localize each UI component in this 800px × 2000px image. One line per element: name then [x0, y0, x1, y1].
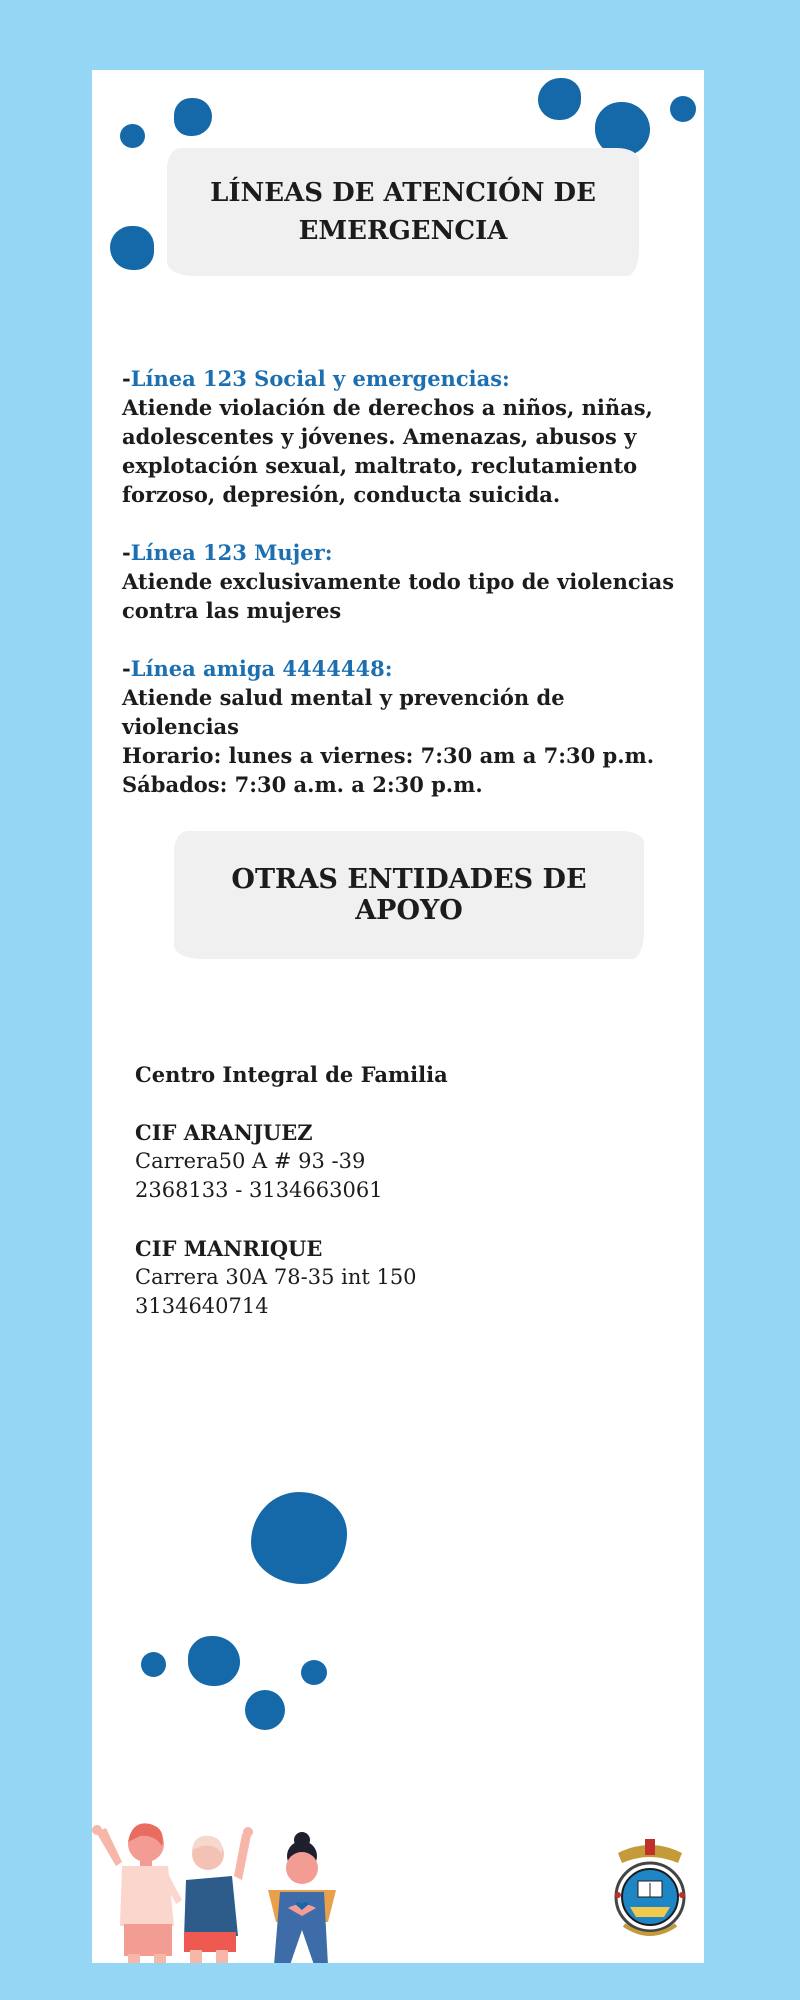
- entity-name: CIF ARANJUEZ: [135, 1120, 313, 1145]
- decorative-dot: [188, 1636, 240, 1686]
- woman-left-figure: [92, 1823, 182, 1963]
- entity-phone: 3134640714: [135, 1294, 269, 1318]
- line-description: Atiende salud mental y prevención de violencias: [122, 685, 565, 739]
- entity-name: CIF MANRIQUE: [135, 1236, 323, 1261]
- decorative-dot: [670, 96, 696, 122]
- schedule-weekdays: Horario: lunes a viernes: 7:30 am a 7:30 p.m.: [122, 743, 655, 768]
- decorative-dot: [245, 1690, 285, 1730]
- schedule-saturday: Sábados: 7:30 a.m. a 2:30 p.m.: [122, 772, 483, 797]
- support-intro: Centro Integral de Familia: [135, 1062, 448, 1087]
- list-item: -Línea 123 Mujer: Atiende exclusivamente todo tipo de violencias contra las mujeres: [122, 538, 682, 625]
- entity-block: [135, 1234, 655, 1321]
- flyer-card: [92, 70, 704, 1963]
- list-item: -Línea 123 Social y emergencias: Atiende violación de derechos a niños, niñas, adolescentes y jóvenes. Amenazas, abusos y explotación sexual, maltrato, reclutamiento forzoso, depresión, conducta suicida.: [122, 364, 682, 509]
- decorative-dot: [110, 226, 154, 270]
- institution-crest-icon: [610, 1835, 690, 1945]
- support-entities: [135, 1060, 655, 1321]
- line-title: Línea 123 Social y emergencias:: [130, 366, 510, 391]
- line-title: Línea amiga 4444448:: [130, 656, 393, 681]
- woman-right-figure: [268, 1832, 336, 1963]
- entity-address: Carrera50 A # 93 -39: [135, 1149, 366, 1173]
- section-title: OTRAS ENTIDADES DE APOYO: [174, 831, 644, 959]
- entity-address: Carrera 30A 78-35 int 150: [135, 1265, 417, 1289]
- decorative-dot: [174, 98, 212, 136]
- emergency-lines-list: [122, 364, 682, 828]
- decorative-dot: [120, 124, 145, 148]
- decorative-dot: [301, 1660, 327, 1685]
- line-description: Atiende violación de derechos a niños, niñas, adolescentes y jóvenes. Amenazas, abusos y explotación sexual, maltrato, reclutamiento forzoso, depresión, conducta suicida.: [122, 395, 653, 507]
- woman-middle-figure: [184, 1827, 253, 1963]
- entity-phone: 2368133 - 3134663061: [135, 1178, 383, 1202]
- line-description: Atiende exclusivamente todo tipo de violencias contra las mujeres: [122, 569, 675, 623]
- women-group-illustration: [92, 1750, 362, 1963]
- decorative-dot: [251, 1492, 347, 1584]
- line-title: Línea 123 Mujer:: [130, 540, 333, 565]
- entity-block: [135, 1118, 655, 1205]
- decorative-dot: [141, 1652, 166, 1677]
- list-item: -Línea amiga 4444448: Atiende salud mental y prevención de violencias Horario: lunes a viernes: 7:30 am a 7:30 p.m. Sábados: 7:30 a.m. a 2:30 p.m.: [122, 654, 682, 799]
- decorative-dot: [538, 78, 581, 120]
- page-title: LÍNEAS DE ATENCIÓN DE EMERGENCIA: [167, 148, 639, 276]
